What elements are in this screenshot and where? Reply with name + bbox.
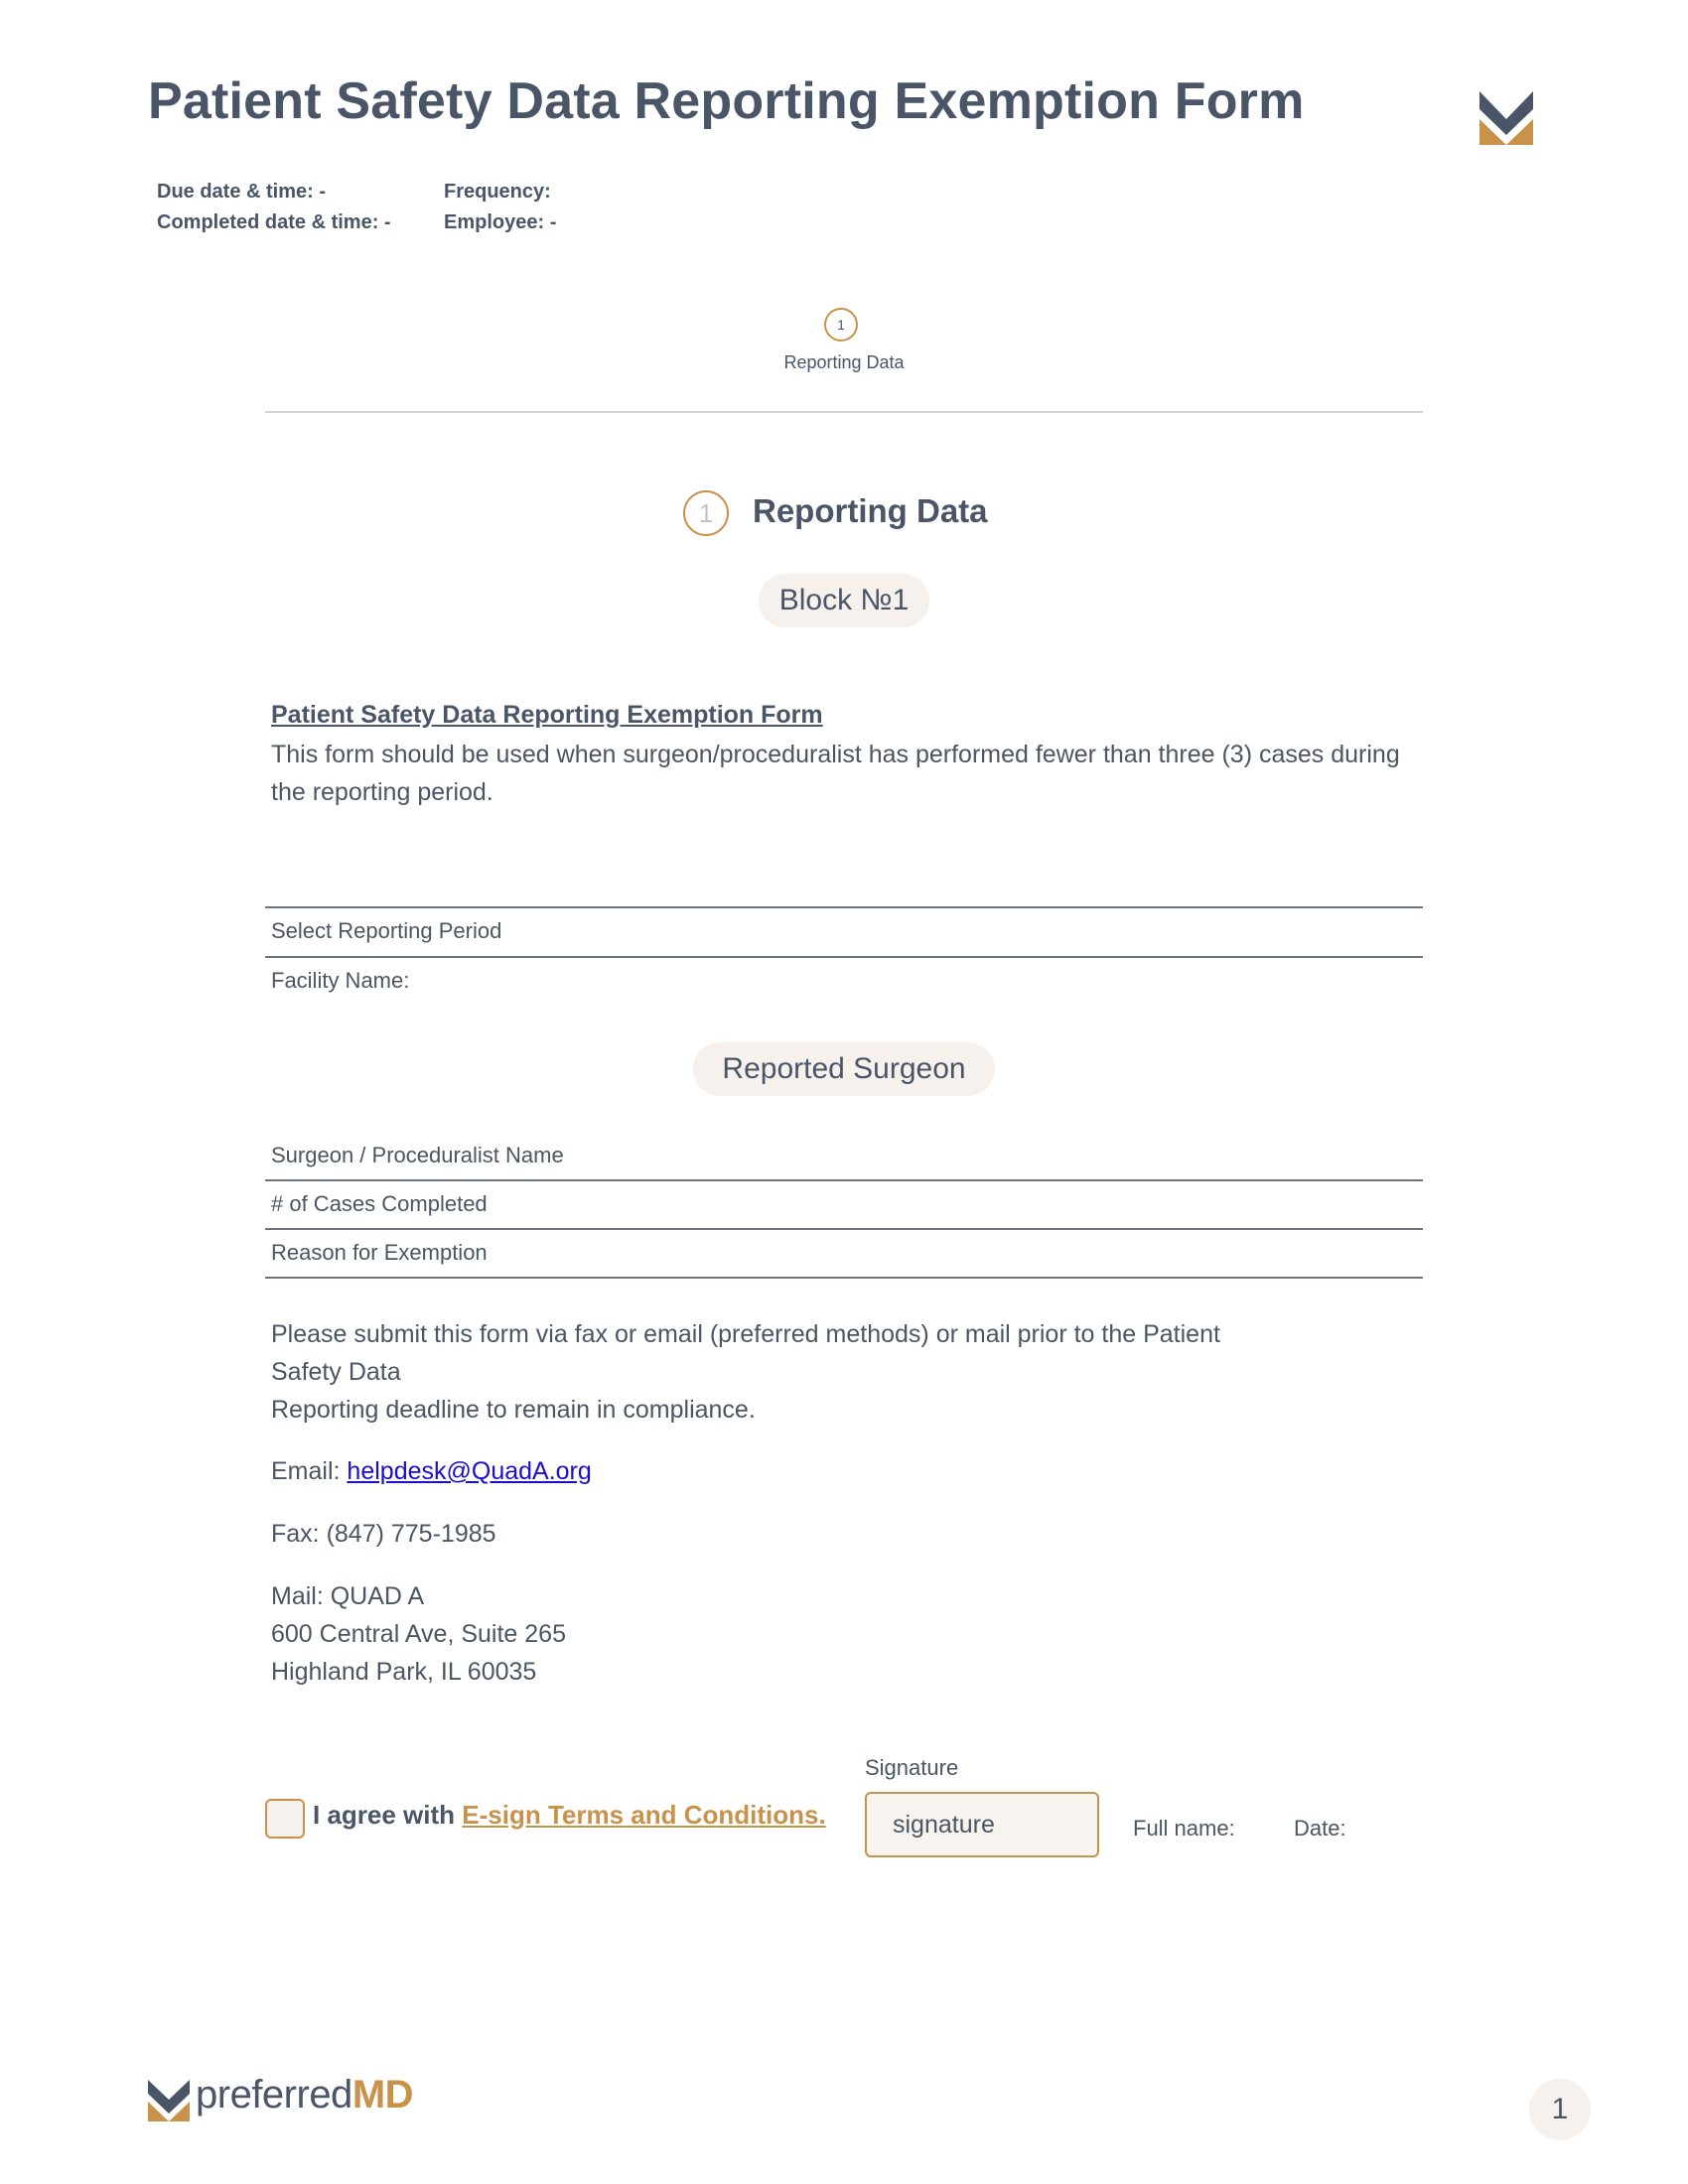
employee-value: - <box>549 211 557 233</box>
intro-text: This form should be used when surgeon/proceduralist has performed fewer than three (3) cases during the reporting period. <box>271 741 1400 806</box>
instructions-line: Safety Data <box>271 1358 401 1386</box>
block-label-pill: Block №1 <box>759 574 929 627</box>
section-title: Reporting Data <box>753 492 988 529</box>
full-name-label: Full name: <box>1133 1816 1235 1841</box>
reported-surgeon-pill: Reported Surgeon <box>693 1042 995 1096</box>
employee-label: Employee: <box>444 211 545 233</box>
brand-suffix: MD <box>352 2073 414 2116</box>
step-indicator[interactable]: 1 <box>824 308 858 341</box>
mail-line: 600 Central Ave, Suite 265 <box>271 1620 566 1648</box>
employee-row <box>444 211 556 234</box>
section-number-badge: 1 <box>683 490 729 536</box>
reason-field[interactable]: Reason for Exemption <box>271 1240 488 1265</box>
divider <box>265 411 1423 413</box>
field-divider <box>265 906 1423 908</box>
mail-address <box>271 1577 566 1691</box>
email-label: Email: <box>271 1457 341 1485</box>
instructions-text <box>271 1315 1423 1429</box>
brand-name: preferred <box>196 2073 352 2116</box>
signature-field[interactable]: signature <box>865 1792 1099 1857</box>
surgeon-name-field[interactable]: Surgeon / Proceduralist Name <box>271 1143 564 1167</box>
page-number: 1 <box>1529 2079 1591 2140</box>
completed-date-row <box>157 211 391 234</box>
field-divider <box>265 1179 1423 1181</box>
field-divider <box>265 1228 1423 1230</box>
brand-logo-icon <box>1477 89 1535 147</box>
due-date-value: - <box>319 181 327 203</box>
mail-line: Highland Park, IL 60035 <box>271 1658 537 1686</box>
intro-heading: Patient Safety Data Reporting Exemption Form <box>271 701 823 729</box>
date-label: Date: <box>1294 1816 1346 1841</box>
mail-line: Mail: QUAD A <box>271 1582 425 1610</box>
agree-text <box>313 1800 826 1831</box>
frequency-label: Frequency: <box>444 181 551 203</box>
due-date-row <box>157 181 326 204</box>
reporting-period-field[interactable]: Select Reporting Period <box>271 918 502 943</box>
footer-logo-icon <box>148 2080 190 2121</box>
completed-date-label: Completed date & time: <box>157 211 379 233</box>
instructions-line: Please submit this form via fax or email (preferred methods) or mail prior to the Patient <box>271 1320 1220 1348</box>
esign-terms-link[interactable]: E-sign Terms and Conditions. <box>462 1800 826 1830</box>
footer-brand <box>196 2073 413 2117</box>
page-title: Patient Safety Data Reporting Exemption Form <box>148 72 1305 130</box>
instructions-line: Reporting deadline to remain in compliance. <box>271 1396 756 1424</box>
step-label[interactable]: Reporting Data <box>783 352 905 372</box>
agree-checkbox[interactable] <box>265 1799 305 1839</box>
agree-label: I agree with <box>313 1800 456 1830</box>
signature-label: Signature <box>865 1755 959 1780</box>
field-divider <box>265 1277 1423 1279</box>
email-link[interactable]: helpdesk@QuadA.org <box>347 1457 592 1485</box>
frequency-row <box>444 181 551 204</box>
completed-date-value: - <box>383 211 391 233</box>
email-row <box>271 1452 592 1490</box>
field-divider <box>265 956 1423 958</box>
facility-name-field[interactable]: Facility Name: <box>271 968 410 993</box>
cases-completed-field[interactable]: # of Cases Completed <box>271 1191 488 1216</box>
fax-text: Fax: (847) 775-1985 <box>271 1520 496 1548</box>
due-date-label: Due date & time: <box>157 181 314 203</box>
